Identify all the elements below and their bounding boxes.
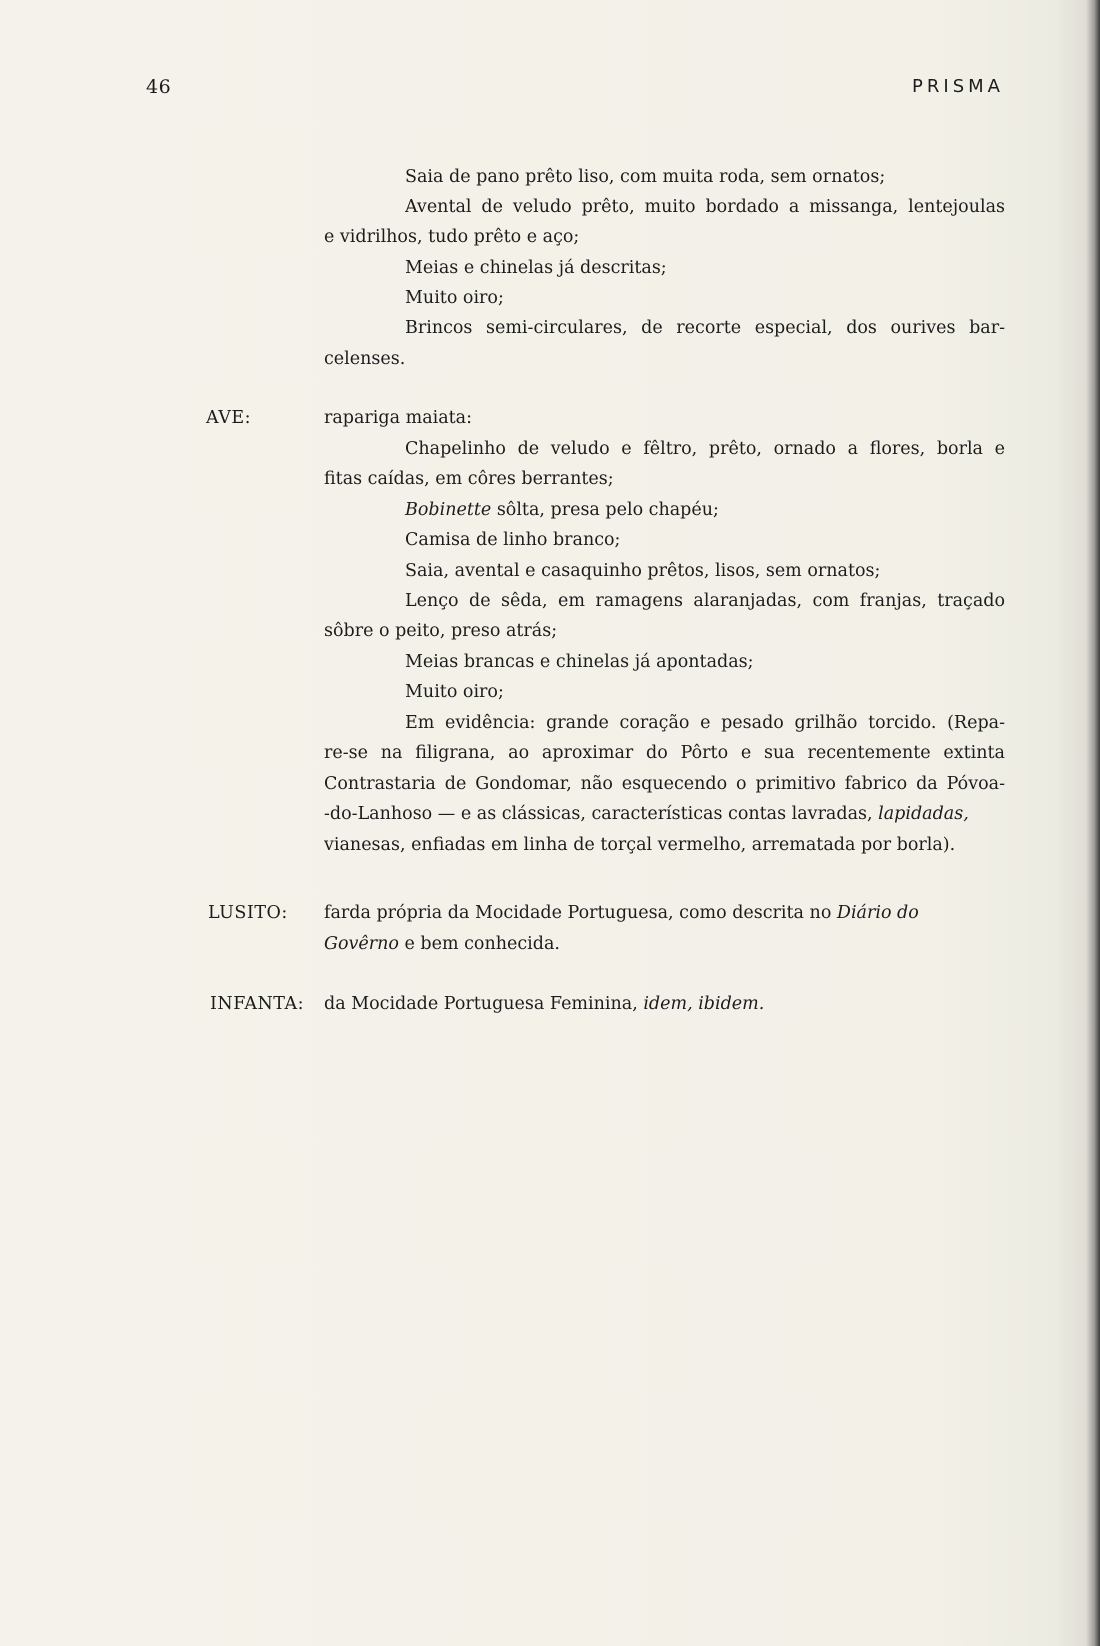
text-line: Contrastaria de Gondomar, não esquecendo o primitivo fabrico da Póvoa- bbox=[324, 774, 1005, 794]
text-line: rapariga maiata: bbox=[324, 408, 473, 428]
entry-label: LUSITO: bbox=[208, 903, 288, 923]
text-line: da Mocidade Portuguesa Feminina, idem, ibidem. bbox=[324, 994, 765, 1014]
text-line: Avental de veludo prêto, muito bordado a missanga, lentejoulas bbox=[405, 197, 1005, 217]
text-line: Chapelinho de veludo e fêltro, prêto, ornado a flores, borla e bbox=[405, 439, 1005, 459]
text-line: Saia de pano prêto liso, com muita roda, sem ornatos; bbox=[405, 167, 886, 187]
text-line: celenses. bbox=[324, 349, 406, 369]
entry-label: AVE: bbox=[206, 408, 252, 428]
text-line: sôbre o peito, preso atrás; bbox=[324, 621, 558, 641]
text-line: fitas caídas, em côres berrantes; bbox=[324, 469, 614, 489]
text-line: farda própria da Mocidade Portuguesa, como descrita no Diário do bbox=[324, 903, 919, 923]
italic-term: idem, ibidem. bbox=[643, 994, 765, 1014]
italic-term: Govêrno bbox=[324, 934, 399, 954]
text-line: Govêrno e bem conhecida. bbox=[324, 934, 560, 954]
text-line: e vidrilhos, tudo prêto e aço; bbox=[324, 227, 580, 247]
text-line: Lenço de sêda, em ramagens alaranjadas, com franjas, traçado bbox=[405, 591, 1005, 611]
text-line: Muito oiro; bbox=[405, 288, 504, 308]
text-line: Bobinette sôlta, presa pelo chapéu; bbox=[405, 500, 719, 520]
text-line: -do-Lanhoso — e as clássicas, características contas lavradas, lapidadas, bbox=[324, 804, 969, 824]
page-edge-shadow bbox=[1086, 0, 1100, 1646]
text-line: Em evidência: grande coração e pesado grilhão torcido. (Repa- bbox=[405, 713, 1005, 733]
italic-term: Bobinette bbox=[405, 500, 492, 520]
italic-term: lapidadas, bbox=[878, 804, 969, 824]
text-line: Meias e chinelas já descritas; bbox=[405, 258, 667, 278]
italic-term: Diário do bbox=[836, 903, 919, 923]
entry-label: INFANTA: bbox=[210, 994, 305, 1014]
text-line: vianesas, enfiadas em linha de torçal vermelho, arrematada por borla). bbox=[324, 835, 956, 855]
text-line: Saia, avental e casaquinho prêtos, lisos, sem ornatos; bbox=[405, 561, 881, 581]
text-line: re-se na filigrana, ao aproximar do Pôrto e sua recentemente extinta bbox=[324, 743, 1005, 763]
text-line: Camisa de linho branco; bbox=[405, 530, 621, 550]
page-number: 46 bbox=[146, 76, 172, 98]
text-line: Brincos semi-circulares, de recorte especial, dos ourives bar- bbox=[405, 318, 1005, 338]
text-line: Meias brancas e chinelas já apontadas; bbox=[405, 652, 754, 672]
running-title: PRISMA bbox=[912, 76, 1004, 97]
text-line: Muito oiro; bbox=[405, 682, 504, 702]
